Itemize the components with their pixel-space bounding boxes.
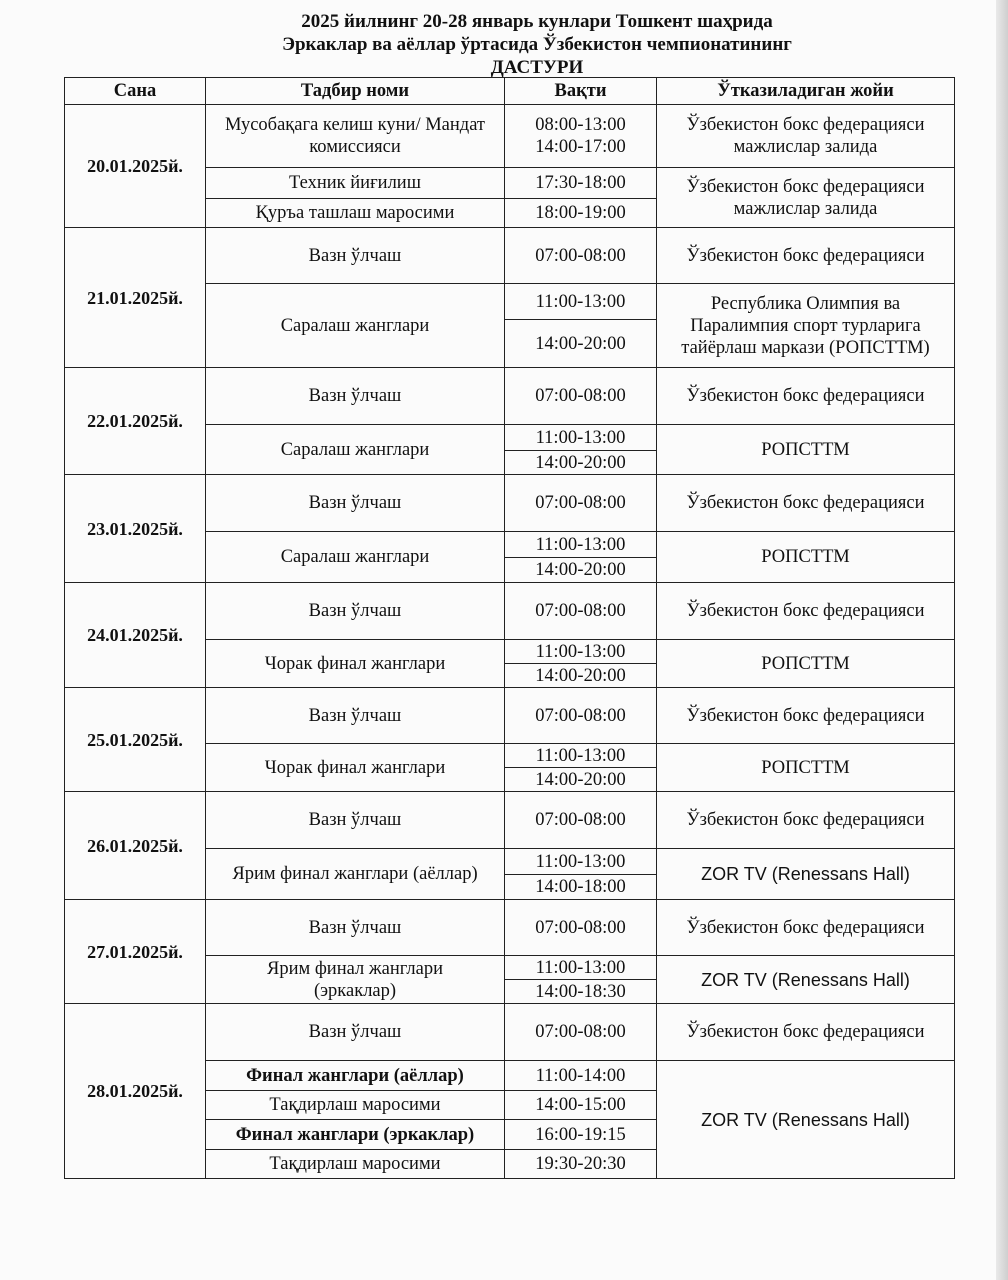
event-name: Тақдирлаш маросими (206, 1091, 505, 1120)
time-value: 11:00-13:00 (505, 956, 657, 980)
event-name: Финал жанглари (эркаклар) (206, 1120, 505, 1150)
day-date: 25.01.2025й. (65, 688, 206, 792)
column-header-event: Тадбир номи (206, 78, 505, 105)
table-row (65, 105, 955, 168)
page-edge-shadow (996, 0, 1008, 1280)
location: РОПСТТМ (657, 640, 955, 688)
event-name: Вазн ўлчаш (206, 1004, 505, 1061)
time-value: 16:00-19:15 (505, 1120, 657, 1150)
event-name: Чорак финал жанглари (206, 744, 505, 792)
event-name: Вазн ўлчаш (206, 583, 505, 640)
time-value: 14:00-20:00 (505, 768, 657, 792)
time-value: 11:00-13:00 (505, 284, 657, 320)
event-name: Вазн ўлчаш (206, 368, 505, 425)
time-value: 17:30-18:00 (505, 168, 657, 199)
location: Республика Олимпия ва Паралимпия спорт турларига тайёрлаш маркази (РОПСТТМ) (657, 284, 955, 368)
header-line-1: 2025 йилнинг 20-28 январь кунлари Тошкент шаҳрида (301, 11, 773, 32)
header-line-2: Эркаклар ва аёллар ўртасида Ўзбекистон чемпионатининг (282, 34, 792, 55)
time-value: 14:00-20:00 (505, 558, 657, 583)
time-value: 14:00-20:00 (505, 451, 657, 475)
column-header-time: Вақти (505, 78, 657, 105)
location: РОПСТТМ (657, 425, 955, 475)
day-date: 22.01.2025й. (65, 368, 206, 475)
time-value: 08:00-13:00 (535, 115, 626, 135)
table-row (65, 792, 955, 849)
day-date: 21.01.2025й. (65, 228, 206, 368)
time-value: 18:00-19:00 (505, 199, 657, 228)
time-value: 19:30-20:30 (505, 1150, 657, 1179)
location: РОПСТТМ (657, 744, 955, 792)
event-name: Вазн ўлчаш (206, 900, 505, 956)
event-name: Саралаш жанглари (206, 425, 505, 475)
time-value: 14:00-20:00 (505, 664, 657, 688)
time-value: 14:00-20:00 (505, 320, 657, 368)
table-header-row (65, 78, 955, 105)
location: Ўзбекистон бокс федерацияси (657, 475, 955, 532)
event-name: Финал жанглари (аёллар) (206, 1061, 505, 1091)
location: РОПСТТМ (657, 532, 955, 583)
time-value: 14:00-17:00 (535, 137, 626, 157)
day-date: 26.01.2025й. (65, 792, 206, 900)
header-title: ДАСТУРИ (490, 57, 584, 78)
column-header-location: Ўтказиладиган жойи (657, 78, 955, 105)
event-name: Ярим финал жанглари (эркаклар) (206, 956, 505, 1004)
location: Ўзбекистон бокс федерацияси (657, 900, 955, 956)
table-row (65, 688, 955, 744)
document-header (0, 10, 1008, 79)
time-value: 11:00-13:00 (505, 744, 657, 768)
time-value: 07:00-08:00 (505, 900, 657, 956)
location: ZOR TV (Renessans Hall) (657, 849, 955, 900)
time-cell (505, 105, 657, 168)
location: Ўзбекистон бокс федерацияси мажлислар залида (657, 105, 955, 168)
table-row (65, 583, 955, 640)
time-value: 07:00-08:00 (505, 475, 657, 532)
time-value: 11:00-14:00 (505, 1061, 657, 1091)
event-name: Саралаш жанглари (206, 284, 505, 368)
location: ZOR TV (Renessans Hall) (657, 1061, 955, 1179)
location: Ўзбекистон бокс федерацияси (657, 583, 955, 640)
location: Ўзбекистон бокс федерацияси (657, 792, 955, 849)
location: Ўзбекистон бокс федерацияси (657, 228, 955, 284)
table-row (65, 475, 955, 532)
location: ZOR TV (Renessans Hall) (657, 956, 955, 1004)
time-value: 07:00-08:00 (505, 1004, 657, 1061)
location: Ўзбекистон бокс федерацияси (657, 688, 955, 744)
event-name: Вазн ўлчаш (206, 792, 505, 849)
column-header-date: Сана (65, 78, 206, 105)
time-value: 11:00-13:00 (505, 532, 657, 558)
time-value: 07:00-08:00 (505, 368, 657, 425)
day-date: 23.01.2025й. (65, 475, 206, 583)
time-value: 11:00-13:00 (505, 849, 657, 875)
time-value: 14:00-18:00 (505, 875, 657, 900)
event-name: Техник йиғилиш (206, 168, 505, 199)
day-date: 28.01.2025й. (65, 1004, 206, 1179)
day-date: 27.01.2025й. (65, 900, 206, 1004)
location: Ўзбекистон бокс федерацияси мажлислар залида (657, 168, 955, 228)
time-value: 11:00-13:00 (505, 640, 657, 664)
table-row (65, 900, 955, 956)
time-value: 14:00-18:30 (505, 980, 657, 1004)
event-name: Тақдирлаш маросими (206, 1150, 505, 1179)
event-name: Ярим финал жанглари (аёллар) (206, 849, 505, 900)
time-value: 07:00-08:00 (505, 583, 657, 640)
time-value: 07:00-08:00 (505, 688, 657, 744)
time-value: 07:00-08:00 (505, 792, 657, 849)
event-name: Қуръа ташлаш маросими (206, 199, 505, 228)
event-name: Вазн ўлчаш (206, 475, 505, 532)
day-date: 24.01.2025й. (65, 583, 206, 688)
location: Ўзбекистон бокс федерацияси (657, 368, 955, 425)
table-row (65, 1004, 955, 1061)
day-date: 20.01.2025й. (65, 105, 206, 228)
time-value: 11:00-13:00 (505, 425, 657, 451)
location: Ўзбекистон бокс федерацияси (657, 1004, 955, 1061)
event-name: Вазн ўлчаш (206, 228, 505, 284)
schedule-table (64, 77, 955, 1179)
event-name: Мусобақага келиш куни/ Мандат комиссияси (206, 105, 505, 168)
time-value: 14:00-15:00 (505, 1091, 657, 1120)
event-name: Вазн ўлчаш (206, 688, 505, 744)
table-row (65, 368, 955, 425)
event-name: Чорак финал жанглари (206, 640, 505, 688)
event-name: Саралаш жанглари (206, 532, 505, 583)
table-row (65, 228, 955, 284)
time-value: 07:00-08:00 (505, 228, 657, 284)
